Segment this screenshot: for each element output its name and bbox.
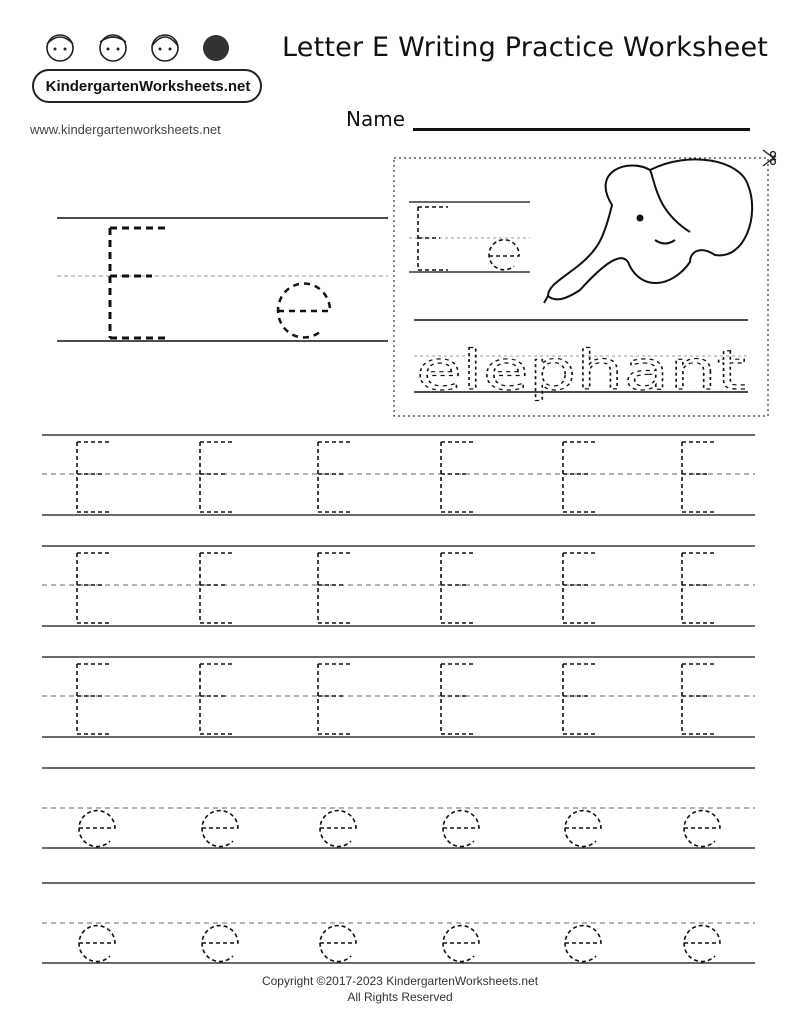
traceable-uppercase-e [682,664,717,734]
traceable-lowercase-e [320,811,356,847]
traceable-lowercase-e [79,926,115,962]
traceable-uppercase-e [318,442,353,512]
page-title: Letter E Writing Practice Worksheet [282,32,769,63]
card-word: elephant [416,339,746,402]
uppercase-practice-row [42,657,755,737]
traceable-lowercase-e [79,811,115,847]
traceable-uppercase-e [441,553,476,623]
example-guides [57,218,388,341]
traceable-uppercase-e [77,442,112,512]
cut-out-card [394,158,768,416]
traceable-uppercase-e [200,664,235,734]
traceable-uppercase-e [200,442,235,512]
traceable-lowercase-e [684,926,720,962]
traceable-lowercase-e [202,811,238,847]
traceable-lowercase-e [443,811,479,847]
traceable-uppercase-e [682,442,717,512]
traceable-uppercase-e [200,553,235,623]
example-lowercase-e [278,284,330,338]
traceable-lowercase-e [565,926,601,962]
card-lowercase-e [489,240,519,270]
traceable-uppercase-e [77,664,112,734]
copyright-line: Copyright ©2017-2023 KindergartenWorksheets.net [261,974,539,988]
traceable-lowercase-e [443,926,479,962]
practice-area [42,435,755,963]
lowercase-practice-row [42,883,755,963]
traceable-uppercase-e [441,442,476,512]
traceable-uppercase-e [318,553,353,623]
traceable-uppercase-e [563,553,598,623]
card-guides [409,202,748,392]
lowercase-practice-row [42,768,755,848]
name-label: Name [346,107,406,131]
traceable-lowercase-e [684,811,720,847]
traceable-uppercase-e [563,664,598,734]
traceable-uppercase-e [563,442,598,512]
footer [0,973,800,1005]
traceable-uppercase-e [77,553,112,623]
traceable-lowercase-e [565,811,601,847]
elephant-icon [544,159,752,303]
rights-line: All Rights Reserved [347,990,453,1004]
uppercase-practice-row [42,546,755,626]
traceable-lowercase-e [320,926,356,962]
site-url[interactable]: www.kindergartenworksheets.net [30,122,221,137]
uppercase-practice-row [42,435,755,515]
logo-text: KindergartenWorksheets.net [45,78,251,95]
traceable-uppercase-e [318,664,353,734]
example-uppercase-e [110,228,170,338]
traceable-lowercase-e [202,926,238,962]
traceable-uppercase-e [441,664,476,734]
traceable-uppercase-e [682,553,717,623]
